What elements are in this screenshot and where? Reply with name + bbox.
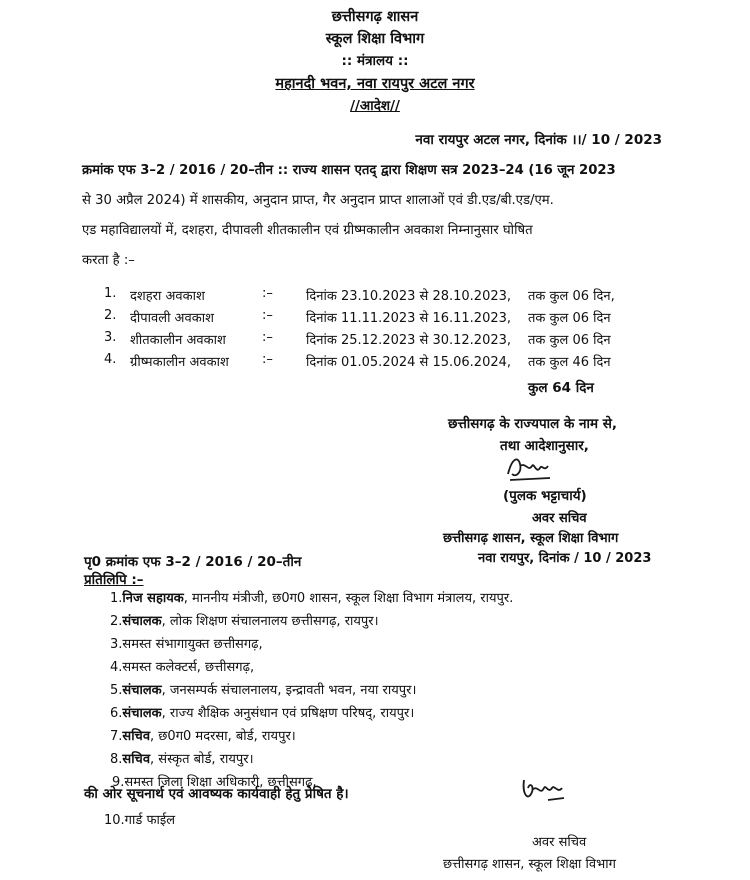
header-department: स्कूल शिक्षा विभाग — [325, 31, 425, 47]
holiday-dates: दिनांक 11.11.2023 से 16.11.2023, — [306, 311, 512, 326]
header-ministry: :: मंत्रालय :: — [341, 53, 409, 69]
holiday-num: 1. — [104, 286, 117, 301]
holiday-name: शीतकालीन अवकाश — [130, 333, 226, 348]
copy-item-detail: , माननीय मंत्रीजी, छ0ग0 शासन, स्कूल शिक्षा विभाग मंत्रालय, रायपुर. — [183, 591, 514, 606]
sig2-department: छत्तीसगढ़ शासन, स्कूल शिक्षा विभाग — [443, 857, 616, 872]
holiday-dates: दिनांक 01.05.2024 से 15.06.2024, — [306, 355, 512, 370]
holiday-name: ग्रीष्मकालीन अवकाश — [130, 355, 229, 370]
copy-item-detail: , जनसम्पर्क संचालनालय, इन्द्रावती भवन, नया रायपुर। — [161, 683, 417, 698]
header-order-title: //आदेश// — [350, 98, 400, 114]
copy-label: प्रतिलिपि :– — [84, 572, 144, 588]
copy-item-detail: , छ0ग0 मदरसा, बोर्ड, रायपुर। — [150, 729, 296, 744]
copy-item-detail: समस्त संभागायुक्त छत्तीसगढ़, — [122, 637, 263, 652]
order-line-1 — [82, 160, 616, 178]
copy-item — [110, 749, 254, 767]
sig1-place-date: नवा रायपुर, दिनांक / 10 / 2023 — [478, 551, 652, 566]
copy-item-number: 2. — [110, 614, 123, 629]
copy-item-number: 5. — [110, 683, 123, 698]
copy-item-detail: समस्त कलेक्टर्स, छत्तीसगढ़, — [122, 660, 255, 675]
total-days: कुल 64 दिन — [528, 380, 594, 396]
copy-item-number: 9. — [112, 775, 125, 790]
guard-file: 10.गार्ड फाईल — [104, 813, 176, 828]
holiday-num: 2. — [104, 308, 117, 323]
copy-item — [110, 703, 414, 721]
copy-item-recipient: संचालक — [122, 683, 162, 698]
order-line-2: से 30 अप्रैल 2024) में शासकीय, अनुदान प्राप्त, गैर अनुदान प्राप्त शालाओं एवं डी.एड/बी.एड/एम. — [82, 193, 554, 208]
holiday-num: 4. — [104, 352, 117, 367]
sig1-designation: अवर सचिव — [532, 511, 587, 526]
holiday-name: दशहरा अवकाश — [130, 289, 205, 304]
holiday-name: दीपावली अवकाश — [130, 311, 214, 326]
holiday-sep: :– — [262, 308, 273, 323]
copy-item — [110, 611, 379, 629]
copy-item-detail: , लोक शिक्षण संचालनालय छत्तीसगढ़, रायपुर। — [161, 614, 379, 629]
holiday-sep: :– — [262, 352, 273, 367]
sig1-department: छत्तीसगढ़ शासन, स्कूल शिक्षा विभाग — [443, 531, 619, 546]
signature-2 — [518, 772, 568, 808]
copy-item — [110, 588, 513, 606]
order-line-3: एड महाविद्यालयों में, दशहरा, दीपावली शीतकालीन एवं ग्रीष्मकालीन अवकाश निम्नानुसार घोषित — [82, 223, 533, 238]
copy-item-detail: , राज्य शैक्षिक अनुसंधान एवं प्रषिक्षण परिषद्, रायपुर। — [161, 706, 415, 721]
endorsement-number: पृ0 क्रमांक एफ 3–2 / 2016 / 20–तीन — [84, 554, 302, 570]
holiday-total: तक कुल 46 दिन — [528, 355, 611, 370]
copy-item-recipient: संचालक — [122, 706, 162, 721]
copy-item — [110, 680, 416, 698]
copy-item — [110, 634, 263, 652]
sig1-name: (पुलक भट्टाचार्य) — [503, 488, 587, 504]
holiday-sep: :– — [262, 330, 273, 345]
copy-item-recipient: सचिव — [122, 729, 151, 744]
copy-item-number: 1. — [110, 591, 123, 606]
copy-item-number: 8. — [110, 752, 123, 767]
copy-item-recipient: संचालक — [122, 614, 162, 629]
copy-item-detail: , संस्कृत बोर्ड, रायपुर। — [150, 752, 254, 767]
holiday-total: तक कुल 06 दिन — [528, 311, 611, 326]
holiday-total: तक कुल 06 दिन — [528, 333, 611, 348]
order-line-4: करता है :– — [82, 253, 135, 268]
sig1-by-name: छत्तीसगढ़ के राज्यपाल के नाम से, — [448, 416, 618, 432]
copy-item-number: 3. — [110, 637, 123, 652]
copy-item-number: 7. — [110, 729, 123, 744]
header-address: महानदी भवन, नवा रायपुर अटल नगर — [275, 76, 475, 92]
holiday-dates: दिनांक 25.12.2023 से 30.12.2023, — [306, 333, 512, 348]
header-govt: छत्तीसगढ़ शासन — [331, 9, 419, 25]
copy-item-number: 6. — [110, 706, 123, 721]
copy-item — [110, 726, 296, 744]
sig1-by-order: तथा आदेशानुसार, — [500, 438, 589, 454]
holiday-total: तक कुल 06 दिन, — [528, 289, 615, 304]
copy-item-number: 4. — [110, 660, 123, 675]
order-date: नवा रायपुर अटल नगर, दिनांक ।।/ 10 / 2023 — [415, 132, 662, 148]
holiday-dates: दिनांक 23.10.2023 से 28.10.2023, — [306, 289, 512, 304]
copy-item — [110, 657, 254, 675]
copy-item-recipient: सचिव — [122, 752, 151, 767]
copy-item-recipient: निज सहायक — [122, 591, 184, 606]
copy-item-detail: समस्त जिला शिक्षा अधिकारी, छत्तीसगढ़, — [124, 775, 317, 790]
order-line-1-text: क्रमांक एफ 3–2 / 2016 / 20–तीन :: राज्य शासन एतद् द्वारा शिक्षण सत्र 2023–24 (16 जून 2023 — [82, 163, 616, 178]
sig2-designation: अवर सचिव — [532, 835, 587, 850]
holiday-num: 3. — [104, 330, 117, 345]
forward-note: की ओर सूचनार्थ एवं आवष्यक कार्यवाही हेतु प्रेषित है। — [84, 786, 349, 802]
signature-1 — [504, 452, 554, 484]
holiday-sep: :– — [262, 286, 273, 301]
